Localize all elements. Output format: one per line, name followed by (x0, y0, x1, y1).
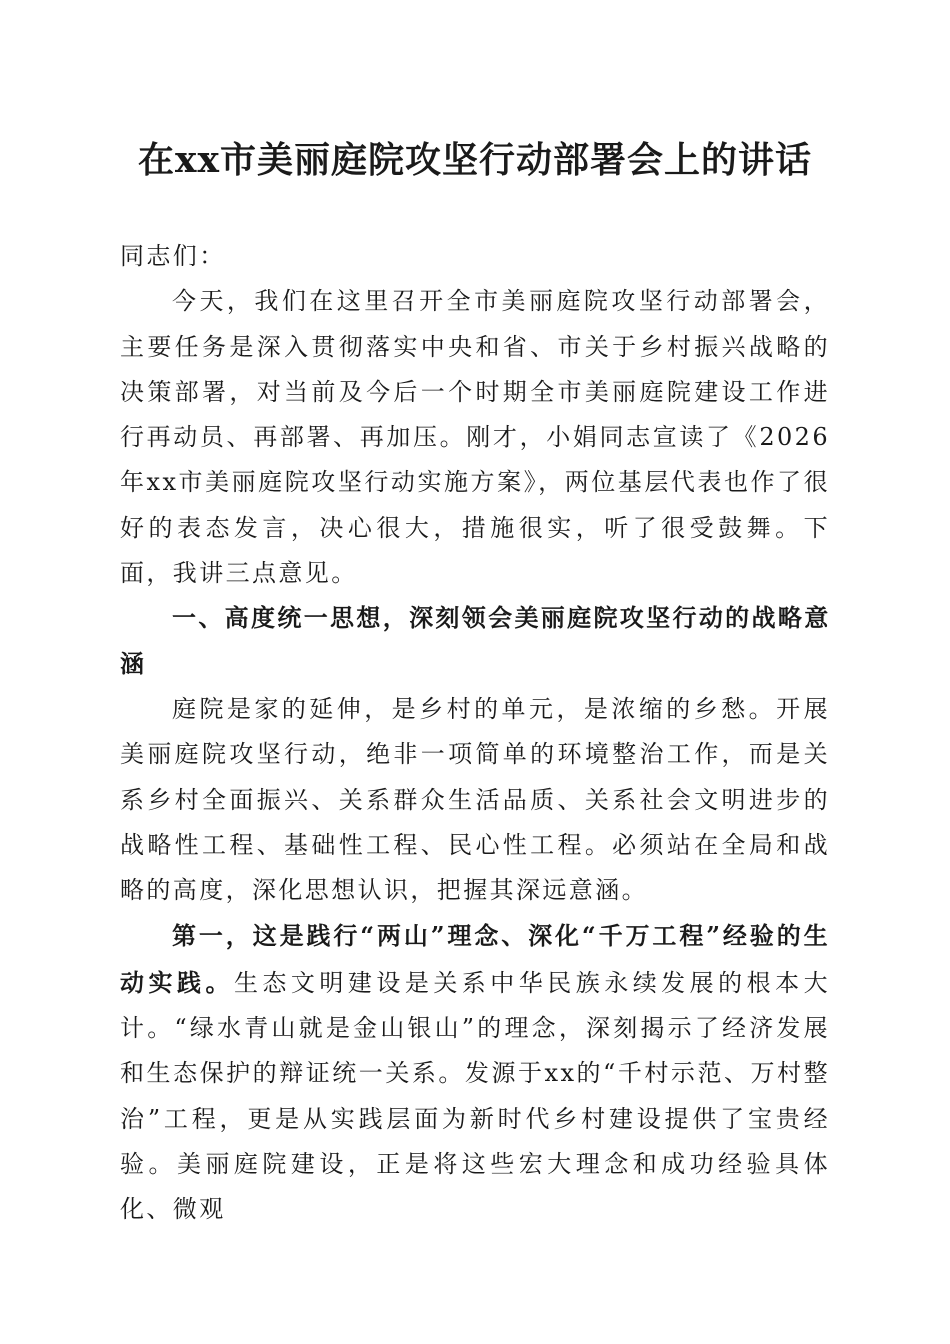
intro-paragraph: 今天，我们在这里召开全市美丽庭院攻坚行动部署会，主要任务是深入贯彻落实中央和省、市关于乡村振兴战略的决策部署，对当前及今后一个时期全市美丽庭院建设工作进行再动员、再部署、再加压。刚才，小娟同志宣读了《2026年xx市美丽庭院攻坚行动实施方案》，两位基层代表也作了很好的表态发言，决心很大，措施很实，听了很受鼓舞。下面，我讲三点意见。 (120, 287, 830, 588)
point-1-text: 生态文明建设是关系中华民族永续发展的根本大计。“绿水青山就是金山银山”的理念，深刻揭示了经济发展和生态保护的辩证统一关系。发源于xx的“千村示范、万村整治”工程，更是从实践层面为新时代乡村建设提供了宝贵经验。美丽庭院建设，正是将这些宏大理念和成功经验具体化、微观 (120, 968, 830, 1224)
point-1-paragraph (120, 913, 830, 1232)
document-body (120, 234, 830, 1233)
section-1-heading: 一、高度统一思想，深刻领会美丽庭院攻坚行动的战略意涵 (120, 604, 830, 678)
document-title: 在xx市美丽庭院攻坚行动部署会上的讲话 (138, 139, 812, 181)
point-1-lead: 第一，这是践行“两山”理念、深化“千万工程”经验的生动实践。 (120, 921, 830, 997)
section-1-paragraph: 庭院是家的延伸，是乡村的单元，是浓缩的乡愁。开展美丽庭院攻坚行动，绝非一项简单的环境整治工作，而是关系乡村全面振兴、关系群众生活品质、关系社会文明进步的战略性工程、基础性工程、民心性工程。必须站在全局和战略的高度，深化思想认识，把握其深远意涵。 (120, 694, 830, 905)
salutation: 同志们： (120, 242, 226, 270)
